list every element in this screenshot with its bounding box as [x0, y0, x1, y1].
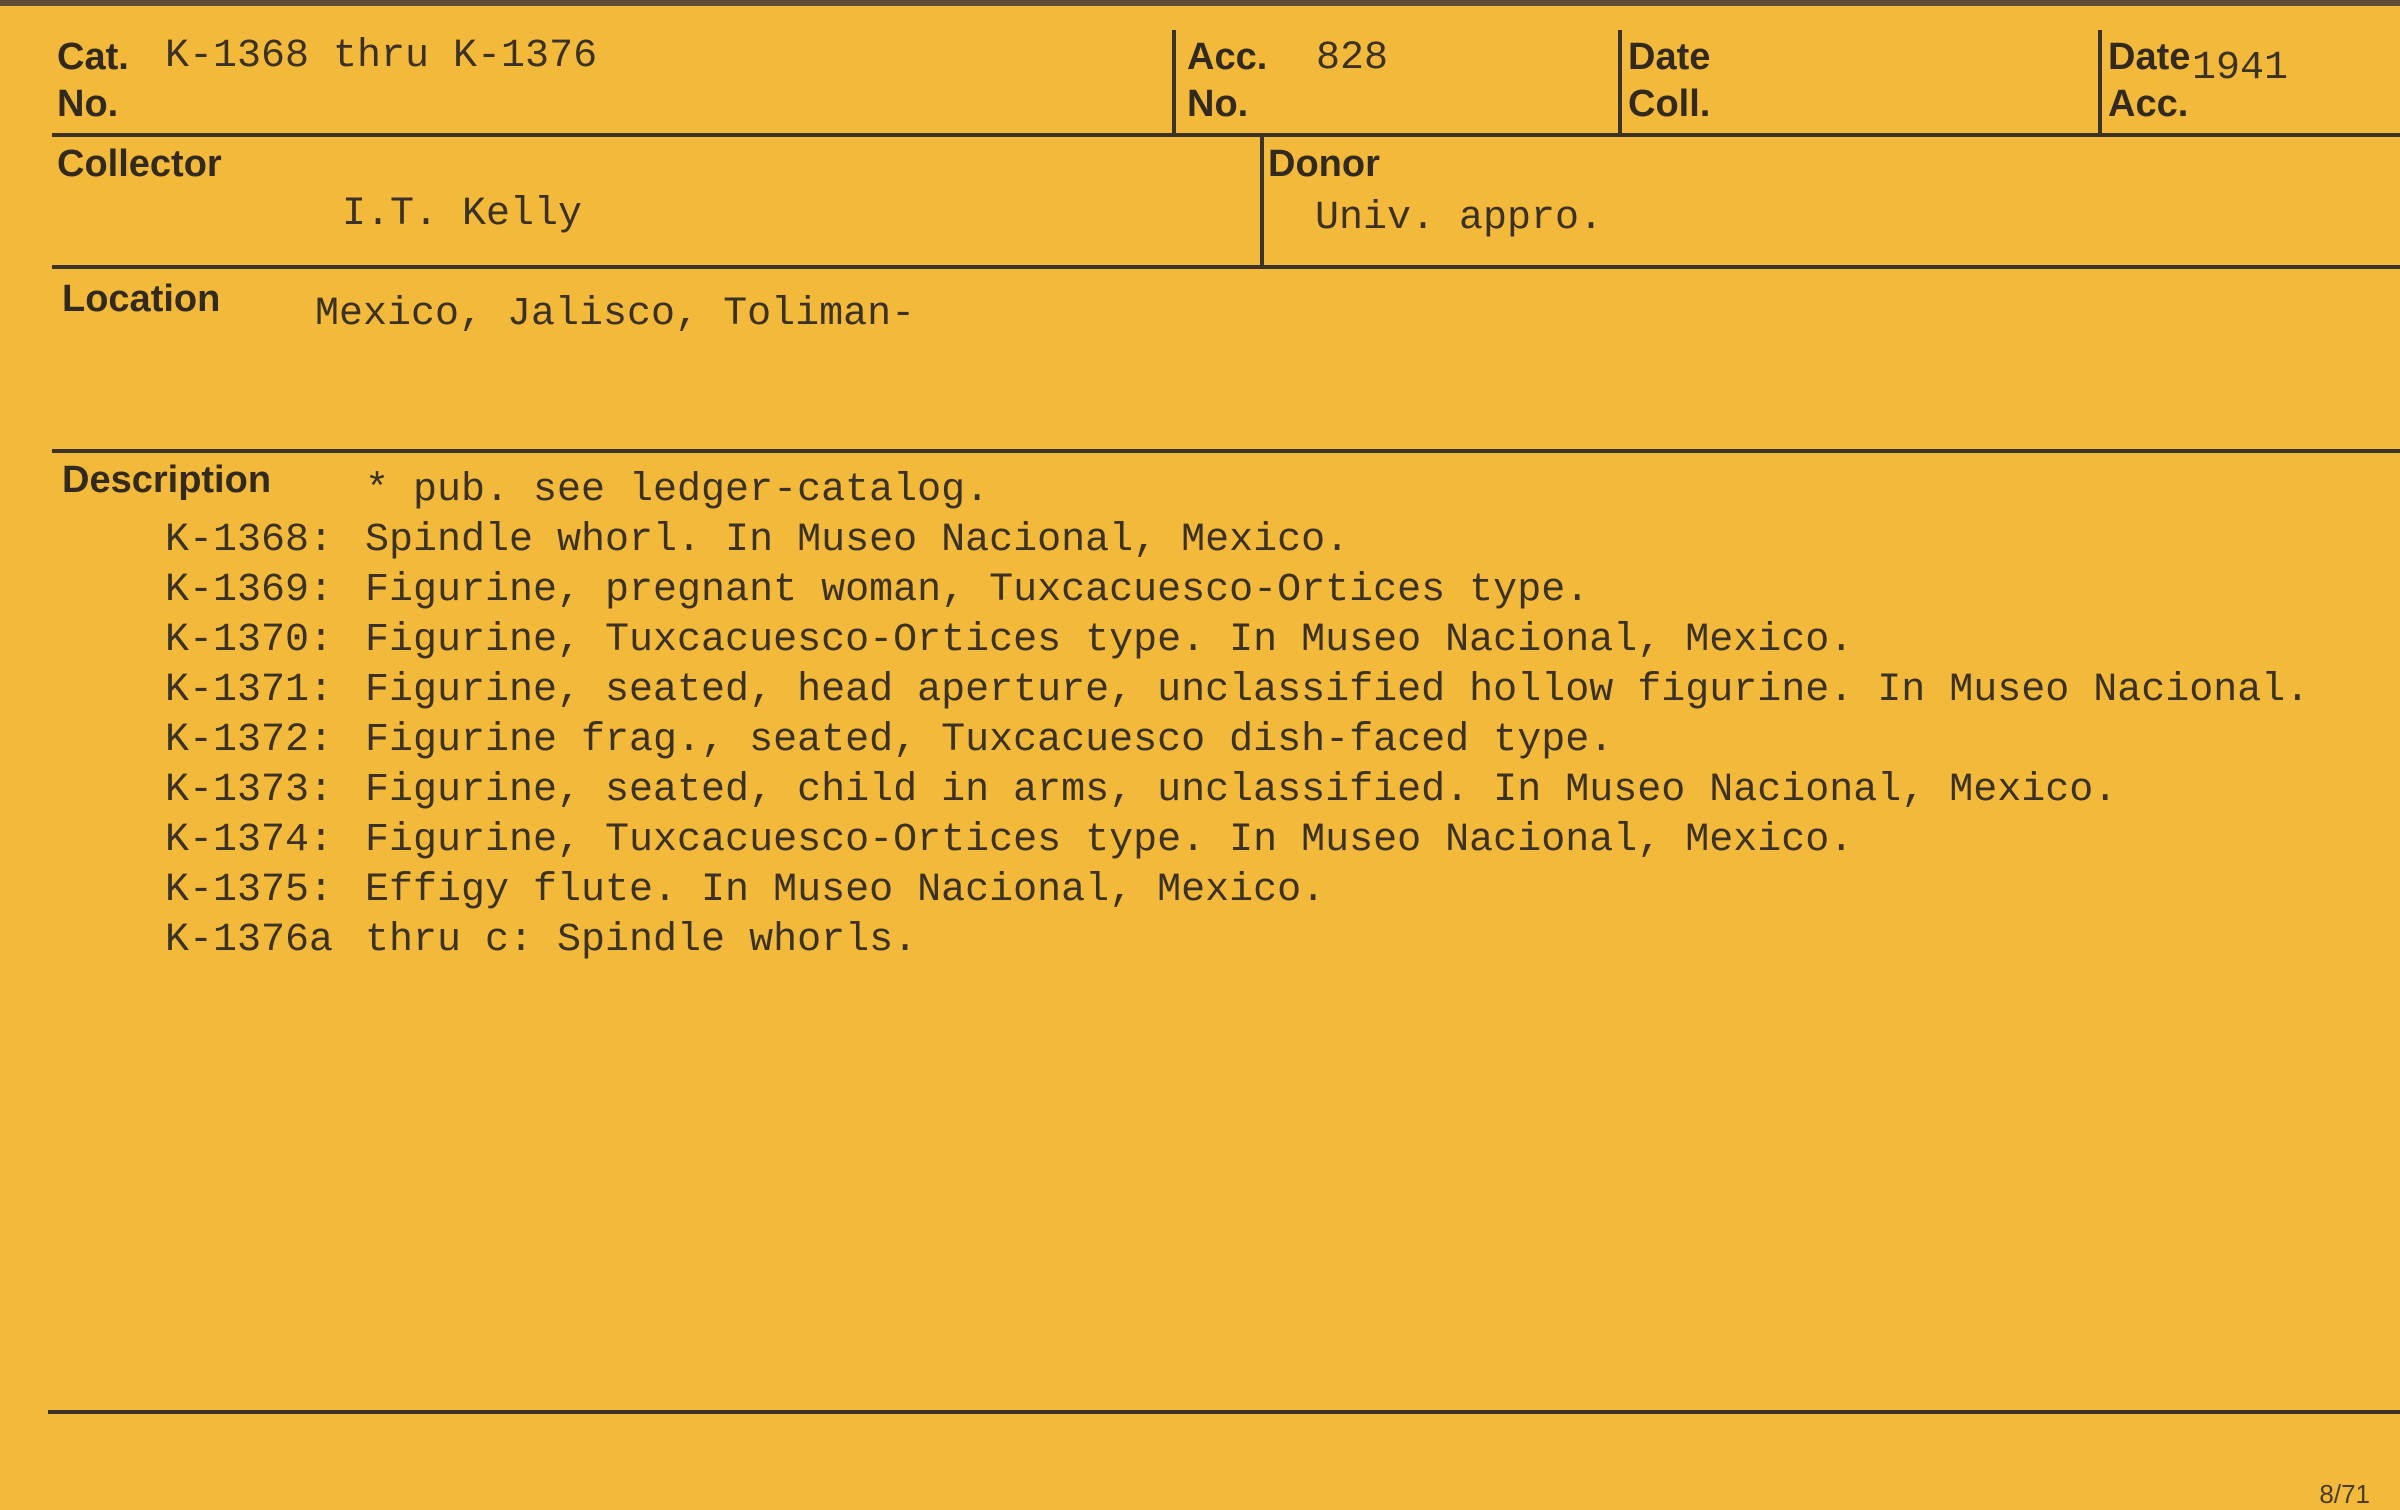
list-item [165, 916, 2309, 966]
entry-text: thru c: Spindle whorls. [365, 918, 918, 963]
entry-text: Figurine, seated, child in arms, unclassified. In Museo Nacional, Mexico. [365, 768, 2118, 813]
date-coll-column-divider [1618, 30, 1622, 135]
date-acc-label-line2: Acc. [2108, 83, 2189, 125]
list-item [165, 516, 2309, 566]
entry-text: Effigy flute. In Museo Nacional, Mexico. [365, 868, 1326, 913]
catalog-id: K-1372: [165, 718, 334, 763]
acc-label-line2: No. [1187, 83, 1249, 125]
entry-text: Figurine, Tuxcacuesco-Ortices type. In Museo Nacional, Mexico. [365, 618, 1854, 663]
list-item [165, 666, 2309, 716]
entry-text: Spindle whorl. In Museo Nacional, Mexico. [365, 518, 1350, 563]
description-entries [165, 516, 2309, 966]
collector-value: I.T. Kelly [342, 192, 583, 237]
card-top-edge [0, 0, 2400, 6]
cat-label-line2: No. [57, 83, 119, 125]
catalog-id: K-1375: [165, 868, 334, 913]
collector-label: Collector [57, 143, 222, 185]
corner-print-code: 8/71 [2319, 1479, 2370, 1509]
acc-number-value: 828 [1316, 36, 1389, 81]
catalog-id: K-1369: [165, 568, 334, 613]
description-intro: * pub. see ledger-catalog. [365, 468, 990, 513]
catalog-id: K-1374: [165, 818, 334, 863]
entry-text: Figurine, Tuxcacuesco-Ortices type. In Museo Nacional, Mexico. [365, 818, 1854, 863]
date-acc-value: 1941 [2192, 46, 2289, 91]
catalog-id: K-1371: [165, 668, 334, 713]
catalog-id: K-1376a [165, 918, 334, 963]
catalog-id: K-1368: [165, 518, 334, 563]
entry-text: Figurine, seated, head aperture, unclassified hollow figurine. In Museo Nacional. [365, 668, 2310, 713]
acc-column-divider [1172, 30, 1176, 135]
donor-label: Donor [1268, 143, 1380, 185]
header-divider [52, 133, 2400, 137]
list-item [165, 866, 2309, 916]
catalog-id: K-1370: [165, 618, 334, 663]
location-divider [52, 449, 2400, 453]
cat-label-line1: Cat. [57, 36, 129, 78]
entry-text: Figurine frag., seated, Tuxcacuesco dish-faced type. [365, 718, 1614, 763]
location-value: Mexico, Jalisco, Toliman- [315, 292, 916, 337]
date-coll-label-line1: Date [1628, 36, 1711, 78]
description-label: Description [62, 459, 272, 501]
bottom-rule [48, 1410, 2400, 1414]
list-item [165, 766, 2309, 816]
list-item [165, 816, 2309, 866]
cat-number-value: K-1368 thru K-1376 [165, 34, 598, 79]
entry-text: Figurine, pregnant woman, Tuxcacuesco-Ortices type. [365, 568, 1590, 613]
date-coll-label-line2: Coll. [1628, 83, 1711, 125]
acc-label-line1: Acc. [1187, 36, 1268, 78]
list-item [165, 616, 2309, 666]
donor-column-divider [1260, 137, 1264, 267]
list-item [165, 716, 2309, 766]
list-item [165, 566, 2309, 616]
donor-value: Univ. appro. [1315, 196, 1604, 241]
date-acc-label-line1: Date [2108, 36, 2191, 78]
collector-divider [52, 265, 2400, 269]
date-acc-column-divider [2098, 30, 2102, 135]
catalog-id: K-1373: [165, 768, 334, 813]
location-label: Location [62, 278, 221, 320]
